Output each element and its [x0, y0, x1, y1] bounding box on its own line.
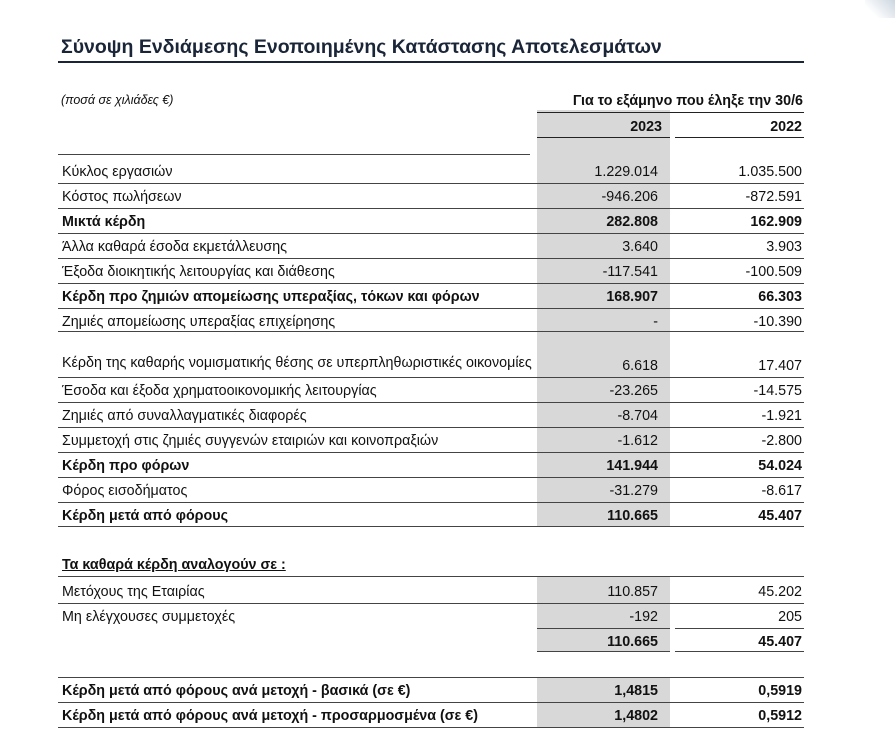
- row-label: Κέρδη μετά από φόρους: [62, 508, 229, 524]
- table-row: [58, 258, 804, 283]
- table-row: [58, 377, 804, 402]
- table-row: [58, 183, 804, 208]
- attribution-total-row: [58, 628, 804, 653]
- value-2022: -8.617: [761, 483, 802, 499]
- value-2022: 0,5912: [758, 708, 802, 724]
- row-label: Ζημιές απομείωσης υπεραξίας επιχείρησης: [62, 314, 336, 330]
- value-2023: 6.618: [622, 358, 658, 374]
- row-label: Μετόχους της Εταιρίας: [62, 584, 205, 600]
- row-label: Κέρδη προ φόρων: [62, 458, 190, 474]
- value-2023: -8.704: [617, 408, 658, 424]
- attribution-rule: [58, 576, 804, 577]
- value-2023: -31.279: [609, 483, 658, 499]
- value-2023: 1.229.014: [594, 164, 658, 180]
- value-2023: 168.907: [606, 289, 658, 305]
- value-2022: 54.024: [758, 458, 802, 474]
- value-2023: -1.612: [617, 433, 658, 449]
- value-2023: -23.265: [609, 383, 658, 399]
- table-row: [58, 452, 804, 477]
- value-2022: 45.407: [758, 634, 802, 650]
- value-2022: 3.903: [766, 239, 802, 255]
- table-row: [58, 308, 804, 333]
- value-2023: 3.640: [622, 239, 658, 255]
- value-2022: 162.909: [750, 214, 802, 230]
- value-2022: 45.407: [758, 508, 802, 524]
- row-label: Κέρδη της καθαρής νομισματικής θέσης σε υπερπληθωριστικές οικονομίες: [62, 355, 532, 371]
- row-label: Έσοδα και έξοδα χρηματοοικονομικής λειτουργίας: [62, 383, 377, 399]
- eps-rule-bottom: [58, 727, 804, 728]
- table-row: [58, 208, 804, 233]
- value-2022: 66.303: [758, 289, 802, 305]
- year-2022: 2022: [770, 119, 802, 135]
- row-label: Φόρος εισοδήματος: [62, 483, 188, 499]
- period-rule: [537, 112, 804, 113]
- table-row: [58, 331, 804, 377]
- value-2022: -100.509: [745, 264, 802, 280]
- header-rule-label: [58, 154, 530, 155]
- table-row: [58, 427, 804, 452]
- header-rule-2022: [675, 137, 804, 138]
- value-2023: -946.206: [601, 189, 658, 205]
- value-2022: 0,5919: [758, 683, 802, 699]
- value-2023: 141.944: [606, 458, 658, 474]
- page-title: Σύνοψη Ενδιάμεσης Ενοποιημένης Κατάστασης Αποτελεσμάτων: [61, 36, 662, 58]
- table-row: [58, 677, 804, 702]
- table-row: [58, 158, 804, 183]
- row-label: Άλλα καθαρά έσοδα εκμετάλλευσης: [62, 239, 288, 255]
- value-2022: -14.575: [753, 383, 802, 399]
- attribution-heading: Τα καθαρά κέρδη αναλογούν σε :: [62, 557, 286, 573]
- row-label: Μη ελέγχουσες συμμετοχές: [62, 609, 236, 625]
- value-2023: 1,4815: [614, 683, 658, 699]
- table-row: [58, 477, 804, 502]
- header-rule-2023: [537, 137, 670, 138]
- value-2023: 110.665: [607, 508, 658, 524]
- row-label: Κέρδη μετά από φόρους ανά μετοχή - βασικά (σε €): [62, 683, 411, 699]
- value-2022: 45.202: [758, 584, 802, 600]
- value-2023: 110.665: [607, 634, 658, 650]
- row-label: Κόστος πωλήσεων: [62, 189, 182, 205]
- table-row: [58, 578, 804, 603]
- corner-decoration: [865, 0, 895, 18]
- table-row: [58, 283, 804, 308]
- value-2023: 282.808: [606, 214, 658, 230]
- attribution-heading-row: [58, 551, 804, 576]
- total-bottom-rule-2023: [537, 651, 670, 652]
- table-row: [58, 702, 804, 727]
- value-2023: -192: [629, 609, 658, 625]
- title-rule: [58, 61, 804, 63]
- row-label: Συμμετοχή στις ζημιές συγγενών εταιριών και κοινοπραξιών: [62, 433, 439, 449]
- row-label: Μικτά κέρδη: [62, 214, 146, 230]
- value-2023: -: [653, 314, 658, 330]
- row-label: Ζημιές από συναλλαγματικές διαφορές: [62, 408, 307, 424]
- value-2023: 1,4802: [614, 708, 658, 724]
- period-header: Για το εξάμηνο που έληξε την 30/6: [572, 93, 803, 109]
- row-label: Κέρδη προ ζημιών απομείωσης υπεραξίας, τόκων και φόρων: [62, 289, 480, 305]
- value-2022: -10.390: [753, 314, 802, 330]
- table-row: [58, 502, 804, 527]
- value-2022: -1.921: [761, 408, 802, 424]
- value-2023: -117.541: [602, 264, 658, 280]
- value-2022: 205: [778, 609, 802, 625]
- row-label: Έξοδα διοικητικής λειτουργίας και διάθεσης: [62, 264, 335, 280]
- value-2022: 1.035.500: [738, 164, 802, 180]
- row-label: Κύκλος εργασιών: [62, 164, 173, 180]
- table-row: [58, 603, 804, 628]
- row-label: Κέρδη μετά από φόρους ανά μετοχή - προσαρμοσμένα (σε €): [62, 708, 478, 724]
- total-bottom-rule-2022: [675, 651, 804, 652]
- value-2023: 110.857: [607, 584, 658, 600]
- value-2022: -872.591: [745, 189, 802, 205]
- table-row: [58, 233, 804, 258]
- year-2023: 2023: [630, 119, 662, 135]
- value-2022: -2.800: [761, 433, 802, 449]
- unit-note: (ποσά σε χιλιάδες €): [61, 93, 174, 107]
- table-row: [58, 402, 804, 427]
- value-2022: 17.407: [758, 358, 802, 374]
